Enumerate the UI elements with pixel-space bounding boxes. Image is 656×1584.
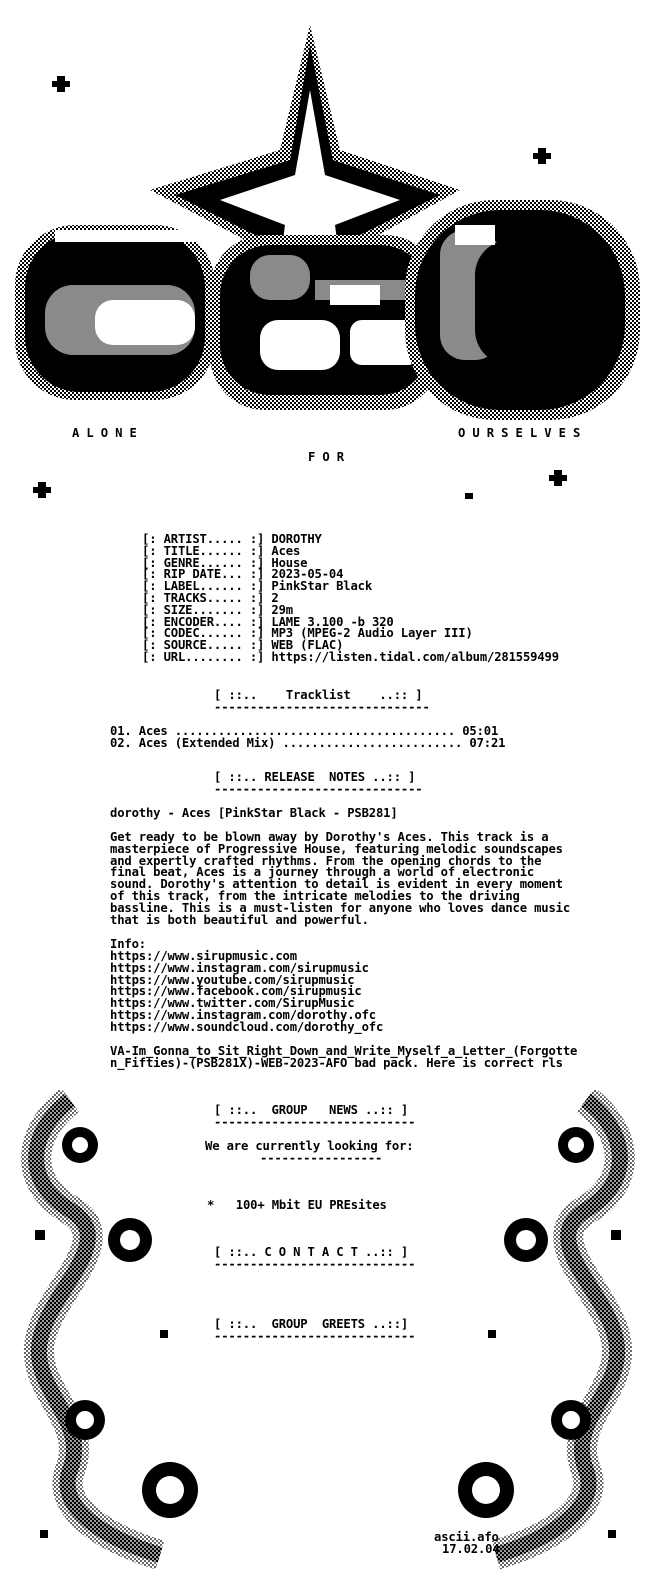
release-info — [142, 534, 559, 664]
tracklist-underline: ------------------------------ — [214, 700, 430, 714]
info-value: Aces — [271, 543, 301, 558]
description-line: bassline. This is a must-listen for anyone who loves dance music — [110, 900, 570, 915]
description-line: masterpiece of Progressive House, featuring melodic soundscapes — [110, 841, 563, 856]
info-value: LAME 3.100 -b 320 — [271, 614, 394, 629]
greets-underline: ---------------------------- — [214, 1329, 416, 1343]
info-value: 2023-05-04 — [271, 567, 344, 582]
info-link: https://www.soundcloud.com/dorothy_ofc — [110, 1019, 384, 1034]
news-item: * 100+ Mbit EU PREsites — [207, 1198, 387, 1212]
looking-for-text: We are currently looking for: — [205, 1139, 414, 1153]
info-link: https://www.twitter.com/SirupMusic — [110, 996, 355, 1011]
release-note — [110, 1046, 577, 1070]
info-link: https://www.instagram.com/sirupmusic — [110, 960, 369, 975]
info-value: DOROTHY — [271, 532, 322, 546]
info-link: https://www.sirupmusic.com — [110, 949, 297, 963]
logo-word-ourselves: O U R S E L V E S — [458, 426, 581, 440]
ascii-credit: ascii.afo — [434, 1530, 499, 1544]
group-news-underline: ---------------------------- — [214, 1115, 416, 1129]
description-line: Get ready to be blown away by Dorothy's Aces. This track is a — [110, 830, 549, 844]
note-line: VA-Im_Gonna_to_Sit_Right_Down_and_Write_Myself_a_Letter_(Forgotte — [110, 1044, 578, 1058]
contact-underline: ---------------------------- — [214, 1257, 416, 1271]
info-value: House — [271, 555, 308, 570]
info-link: https://www.instagram.com/dorothy.ofc — [110, 1007, 376, 1022]
info-value: MP3 (MPEG-2 Audio Layer III) — [271, 626, 473, 641]
release-description — [110, 832, 570, 926]
logo-letter-a — [15, 225, 215, 400]
logo-word-for: F O R — [308, 450, 344, 464]
track-row: 02. Aces (Extended Mix) ......................... 07:21 — [110, 735, 506, 750]
info-row — [142, 649, 559, 664]
info-key: [: CODEC...... :] — [142, 626, 272, 641]
info-link: https://www.youtube.com/sirupmusic — [110, 972, 355, 987]
release-notes-underline: ----------------------------- — [214, 782, 423, 796]
logo-letter-o — [405, 200, 640, 420]
info-key: [: TITLE...... :] — [142, 543, 272, 558]
info-label: Info: — [110, 937, 146, 951]
info-value: PinkStar Black — [271, 579, 372, 594]
info-value: 2 — [271, 590, 279, 605]
track-row: 01. Aces ....................................... 05:01 — [110, 724, 499, 738]
info-link: https://www.facebook.com/sirupmusic — [110, 984, 362, 999]
note-line: n_Fifties)-(PSB281X)-WEB-2023-AFO bad pack. Here is correct rls — [110, 1055, 563, 1070]
description-line: of this track, from the intricate melodies to the driving — [110, 888, 520, 903]
looking-for-underline: ----------------- — [260, 1151, 383, 1165]
description-line: final beat, Aces is a journey through a world of electronic — [110, 865, 535, 880]
logo-word-alone: A L O N E — [72, 426, 137, 440]
tracklist — [110, 726, 505, 750]
vine-ornament-left — [10, 1090, 210, 1570]
info-key: [: LABEL...... :] — [142, 579, 272, 594]
info-value: https://listen.tidal.com/album/281559499 — [271, 649, 559, 664]
info-key: [: ENCODER.... :] — [142, 614, 272, 629]
vine-ornament-right — [446, 1090, 646, 1570]
tracklist-header: [ ::.. Tracklist ..:: ] — [214, 688, 423, 702]
info-key: [: TRACKS..... :] — [142, 590, 272, 605]
group-news-header: [ ::.. GROUP NEWS ..:: ] — [214, 1103, 409, 1117]
ascii-date: 17.02.04 — [442, 1542, 500, 1556]
release-notes-header: [ ::.. RELEASE NOTES ..:: ] — [214, 770, 416, 784]
info-value: 29m — [271, 602, 293, 617]
info-value: WEB (FLAC) — [271, 638, 344, 653]
greets-header: [ ::.. GROUP GREETS ..::] — [214, 1317, 409, 1331]
description-line: sound. Dorothy's attention to detail is evident in every moment — [110, 877, 563, 892]
release-line: dorothy - Aces [PinkStar Black - PSB281] — [110, 806, 398, 820]
info-key: [: SOURCE..... :] — [142, 638, 272, 653]
info-key: [: RIP DATE... :] — [142, 567, 272, 582]
contact-header: [ ::.. C O N T A C T ..:: ] — [214, 1245, 409, 1259]
info-key: [: SIZE....... :] — [142, 602, 272, 617]
info-key: [: ARTIST..... :] — [142, 532, 272, 546]
info-key: [: GENRE...... :] — [142, 555, 272, 570]
info-key: [: URL........ :] — [142, 649, 272, 664]
description-line: and expertly crafted rhythms. From the opening chords to the — [110, 853, 542, 868]
info-links — [110, 951, 383, 1034]
description-line: that is both beautiful and powerful. — [110, 912, 369, 927]
